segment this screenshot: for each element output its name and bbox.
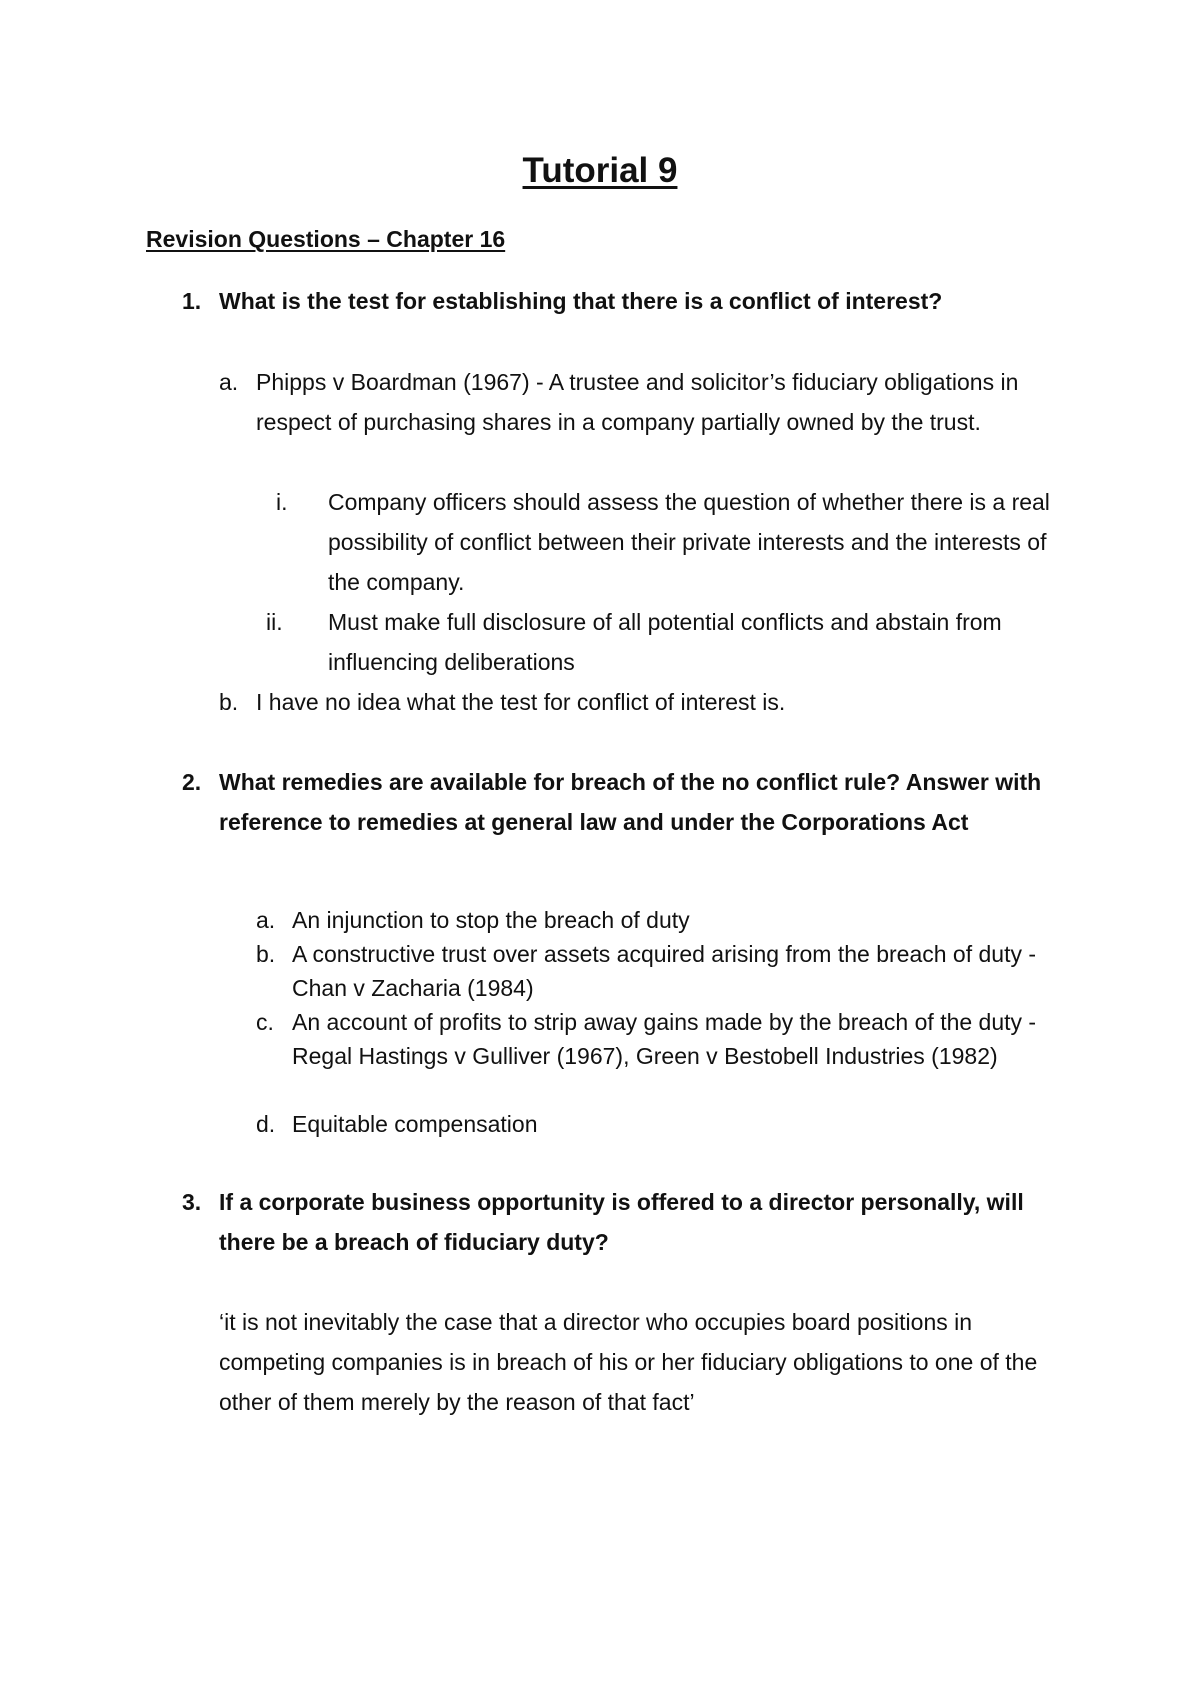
answer-text: Phipps v Boardman (1967) - A trustee and solicitor’s fiduciary obligations in respect of purchasing shares in a company partially owned by the trust. [256,369,1019,435]
answer-marker: b. [256,941,276,967]
sub-answer-marker: ii. [266,609,283,635]
answer-marker: a. [256,907,276,933]
answer-text: An injunction to stop the breach of duty [292,907,690,933]
answer-text: Equitable compensation [292,1111,538,1137]
question-text: What is the test for establishing that there is a conflict of interest? [219,288,943,314]
answer-text: An account of profits to strip away gains made by the breach of the duty - Regal Hastings v Gulliver (1967), Green v Bestobell Industries (1982) [292,1009,1037,1069]
question-text: If a corporate business opportunity is offered to a director personally, will there be a breach of fiduciary duty? [219,1189,1024,1255]
question-number: 1. [182,288,202,314]
question-text: What remedies are available for breach of the no conflict rule? Answer with reference to remedies at general law and under the Corporations Act [219,769,1042,835]
sub-answer-marker: i. [276,489,288,515]
section-heading: Revision Questions – Chapter 16 [146,226,506,252]
answer-marker: d. [256,1111,276,1137]
question-number: 3. [182,1189,202,1215]
answer-text: I have no idea what the test for conflict of interest is. [256,689,786,715]
sub-answer-text: Must make full disclosure of all potential conflicts and abstain from influencing deliberations [328,609,1002,675]
quote-text: ‘it is not inevitably the case that a director who occupies board positions in competing companies is in breach of his or her fiduciary obligations to one of the other of them merely by the reason of that fact’ [219,1309,1038,1415]
question-number: 2. [182,769,202,795]
answer-marker: b. [219,689,239,715]
document-title: Tutorial 9 [522,151,678,190]
answer-marker: a. [219,369,239,395]
sub-answer-text: Company officers should assess the question of whether there is a real possibility of conflict between their private interests and the interests of the company. [328,489,1050,595]
answer-marker: c. [256,1009,274,1035]
answer-text: A constructive trust over assets acquired arising from the breach of duty - Chan v Zacharia (1984) [292,941,1037,1001]
